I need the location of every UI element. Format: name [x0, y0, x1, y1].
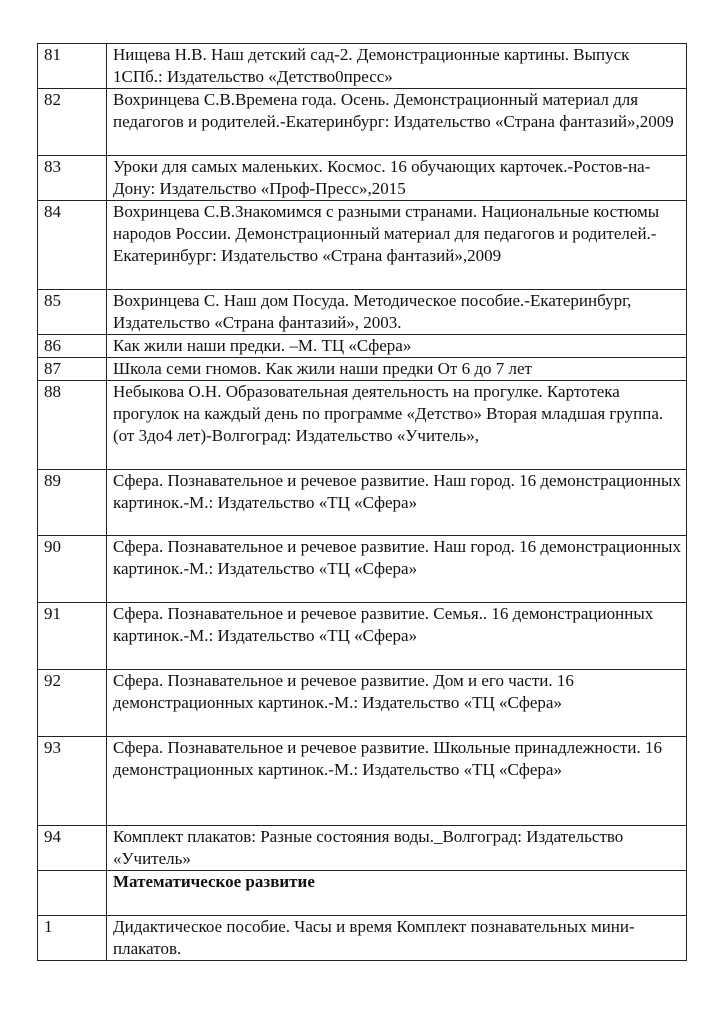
row-text: Вохринцева С.В.Времена года. Осень. Демонстрационный материал для педагогов и родителей.-Екатеринбург: Издательство «Страна фантазий»,2009	[107, 89, 687, 156]
table-row	[38, 44, 687, 89]
row-number: 93	[38, 737, 107, 826]
row-number: 90	[38, 536, 107, 603]
row-number: 83	[38, 156, 107, 201]
table-row	[38, 201, 687, 290]
row-text: Уроки для самых маленьких. Космос. 16 обучающих карточек.-Ростов-на-Дону: Издательство «Проф-Пресс»,2015	[107, 156, 687, 201]
row-text: Комплект плакатов: Разные состояния воды._Волгоград: Издательство «Учитель»	[107, 826, 687, 871]
row-text: Сфера. Познавательное и речевое развитие. Семья.. 16 демонстрационных картинок.-М.: Издательство «ТЦ «Сфера»	[107, 603, 687, 670]
row-text: Небыкова О.Н. Образовательная деятельность на прогулке. Картотека прогулок на каждый день по программе «Детство» Вторая младшая группа.(от 3до4 лет)-Волгоград: Издательство «Учитель»,	[107, 381, 687, 470]
row-number: 94	[38, 826, 107, 871]
row-number: 92	[38, 670, 107, 737]
row-text: Вохринцева С. Наш дом Посуда. Методическое пособие.-Екатеринбург, Издательство «Страна фантазий», 2003.	[107, 290, 687, 335]
table-row	[38, 826, 687, 871]
row-text: Школа семи гномов. Как жили наши предки От 6 до 7 лет	[107, 358, 687, 381]
row-text: Вохринцева С.В.Знакомимся с разными странами. Национальные костюмы народов России. Демонстрационный материал для педагогов и родителей.-Екатеринбург: Издательство «Страна фантазий»,2009	[107, 201, 687, 290]
row-text: Сфера. Познавательное и речевое развитие. Школьные принадлежности. 16 демонстрационных картинок.-М.: Издательство «ТЦ «Сфера»	[107, 737, 687, 826]
table-row	[38, 358, 687, 381]
table-row	[38, 737, 687, 826]
row-number: 85	[38, 290, 107, 335]
table-row	[38, 470, 687, 536]
row-number: 89	[38, 470, 107, 536]
table-row	[38, 916, 687, 961]
section-header-row	[38, 871, 687, 916]
row-number: 1	[38, 916, 107, 961]
row-text: Сфера. Познавательное и речевое развитие. Наш город. 16 демонстрационных картинок.-М.: Издательство «ТЦ «Сфера»	[107, 470, 687, 536]
row-number: 87	[38, 358, 107, 381]
table-row	[38, 89, 687, 156]
row-text: Сфера. Познавательное и речевое развитие. Дом и его части. 16 демонстрационных картинок.-М.: Издательство «ТЦ «Сфера»	[107, 670, 687, 737]
row-number: 91	[38, 603, 107, 670]
row-text: Как жили наши предки. –М. ТЦ «Сфера»	[107, 335, 687, 358]
row-number: 84	[38, 201, 107, 290]
row-number: 86	[38, 335, 107, 358]
table-row	[38, 335, 687, 358]
row-number: 88	[38, 381, 107, 470]
table-row	[38, 536, 687, 603]
table-row	[38, 603, 687, 670]
row-number: 82	[38, 89, 107, 156]
bibliography-table	[37, 43, 687, 961]
table-row	[38, 290, 687, 335]
table-body	[38, 44, 687, 961]
row-text: Дидактическое пособие. Часы и время Комплект познавательных мини-плакатов.	[107, 916, 687, 961]
row-number	[38, 871, 107, 916]
section-title: Математическое развитие	[107, 871, 687, 916]
row-text: Нищева Н.В. Наш детский сад-2. Демонстрационные картины. Выпуск 1СПб.: Издательство «Детство0пресс»	[107, 44, 687, 89]
table-row	[38, 670, 687, 737]
row-text: Сфера. Познавательное и речевое развитие. Наш город. 16 демонстрационных картинок.-М.: Издательство «ТЦ «Сфера»	[107, 536, 687, 603]
row-number: 81	[38, 44, 107, 89]
table-row	[38, 381, 687, 470]
table-row	[38, 156, 687, 201]
